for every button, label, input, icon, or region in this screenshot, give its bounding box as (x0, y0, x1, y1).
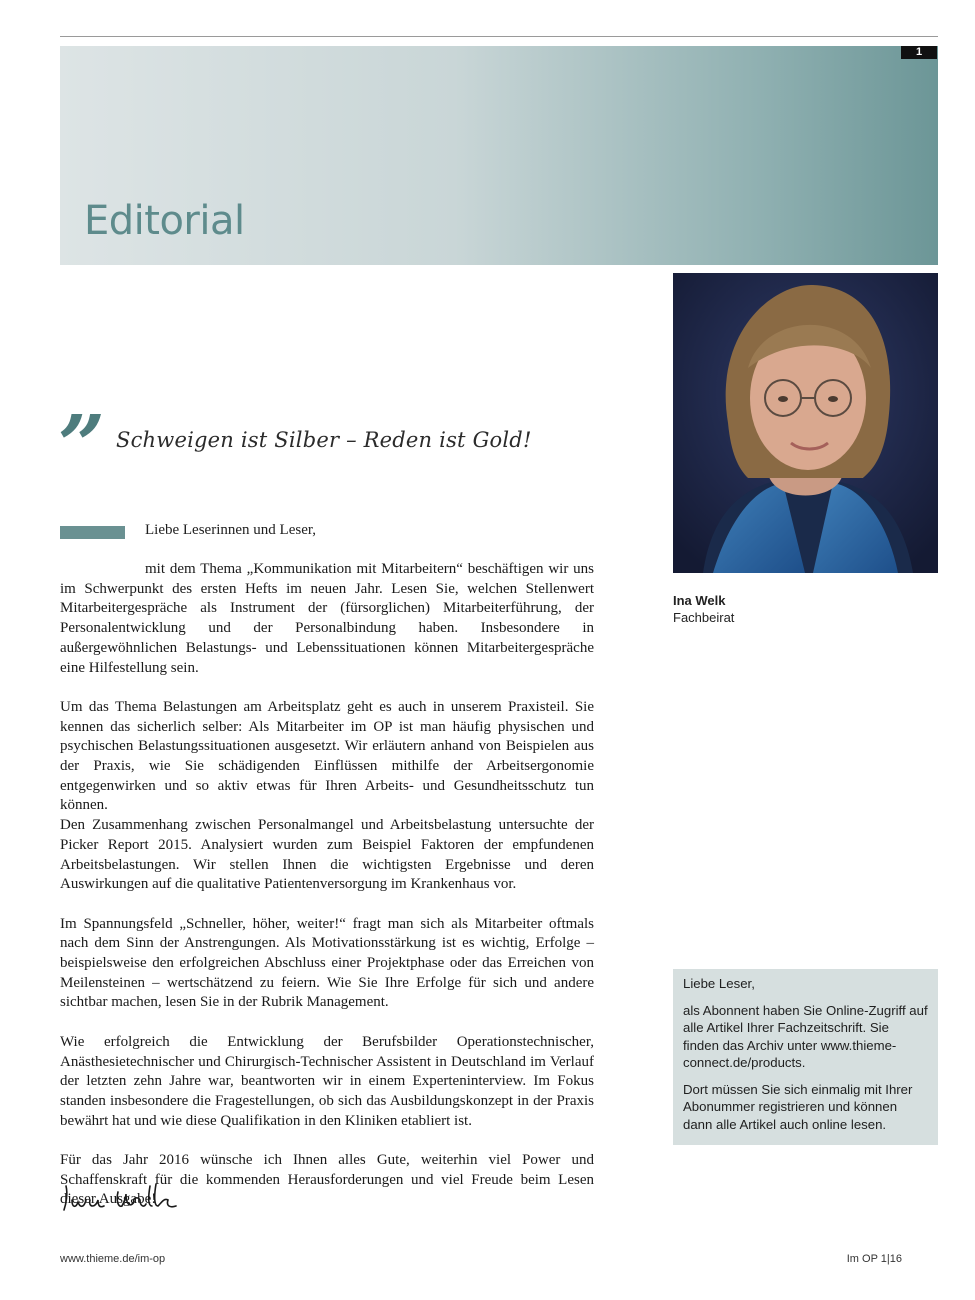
salutation: Liebe Leserinnen und Leser, (145, 522, 316, 538)
quote-mark: ” (58, 398, 106, 494)
page-number-badge: 1 (901, 46, 937, 59)
info-text: als Abonnent haben Sie Online-Zugriff auf alle Artikel Ihrer Fachzeitschrift. Sie finden das Archiv unter www.thieme-connect.de/products. (683, 1002, 928, 1070)
signature (60, 1178, 180, 1218)
subscriber-info-box (673, 969, 938, 1145)
top-rule (60, 36, 938, 37)
paragraph: Im Spannungsfeld „Schneller, höher, weiter!“ fragt man sich als Mitarbeiter oftmals nach dem Sinn der Anstrengungen. Als Motivationsstärkung ist es wichtig, Erfolge – beispielsweise den erfolgreichen Abschluss einer Projektphase oder das Erreichen von Meilensteinen – wertschätzend zu feiern. Wie Sie Ihre Erfolge für sich und andere sichtbar machen, lesen Sie in der Rubrik Management. (60, 915, 594, 1011)
author-portrait (673, 273, 938, 573)
paragraph: Den Zusammenhang zwischen Personalmangel und Arbeitsbelastung untersuchte der Picker Report 2015. Analysiert wurden zum Beispiel Faktoren der empfundenen Arbeitsbelastungen. Wir stellen Ihnen die wichtigsten Ergebnisse und deren Auswirkungen auf die qualitative Patientenversorgung im Krankenhaus vor. (60, 817, 594, 893)
paragraph: Wie erfolgreich die Entwicklung der Berufsbilder Operationstechnischer, Anästhesietechnischer und Chirurgisch-Technischer Assistent in Deutschland im Verlauf der letzten zehn Jahre war, beantworten wir in einem Experteninterview. Im Fokus standen insbesondere die Fragestellungen, ob sich das Ausbildungskonzept in der Praxis bewährt hat und wie diese Qualifikation in den Kliniken etabliert ist. (60, 1033, 594, 1129)
section-title: Editorial (84, 198, 245, 244)
paragraph: Für das Jahr 2016 wünsche ich Ihnen alles Gute, weiterhin viel Power und Schaffenskraft für die kommenden Herausforderungen und viel Freude beim Lesen dieser Ausgabe! (60, 1152, 594, 1208)
info-text: Dort müssen Sie sich einmalig mit Ihrer Abonummer registrieren und können dann alle Artikel auch online lesen. (683, 1081, 913, 1132)
pull-quote: Schweigen ist Silber – Reden ist Gold! (116, 428, 532, 452)
paragraph: mit dem Thema „Kommunikation mit Mitarbeitern“ beschäftigen wir uns im Schwerpunkt des ersten Hefts im neuen Jahr. Lesen Sie, welchen Stellenwert Mitarbeitergespräche als Instrument der (fürsorglichen) Mitarbeiterführung, der Personalentwicklung und der Personalbindung haben. Insbesondere in außergewöhnlichen Belastungs- und Lebenssituationen können Mitarbeitergespräche eine Hilfestellung sein. (60, 561, 594, 676)
footer-issue: Im OP 1|16 (846, 1253, 902, 1265)
author-role: Fachbeirat (673, 610, 735, 625)
paragraph: Um das Thema Belastungen am Arbeitsplatz geht es auch in unserem Praxisteil. Sie kennen das sicherlich selber: Als Mitarbeiter im OP ist man häufig physischen und psychischen Belastungssituationen ausgesetzt. Wir erläutern anhand von Beispielen aus der Praxis, wie Sie schädigenden Einflüssen mithilfe der Arbeitsergonomie entgegenwirken und so aktiv etwas für Ihren Arbeits- und Gesundheitsschutz tun können. (60, 698, 594, 814)
salutation-bar (60, 526, 125, 539)
info-greeting: Liebe Leser, (683, 976, 755, 991)
author-name: Ina Welk (673, 593, 726, 608)
footer-url: www.thieme.de/im-op (60, 1253, 166, 1265)
letter-body (60, 560, 594, 1230)
